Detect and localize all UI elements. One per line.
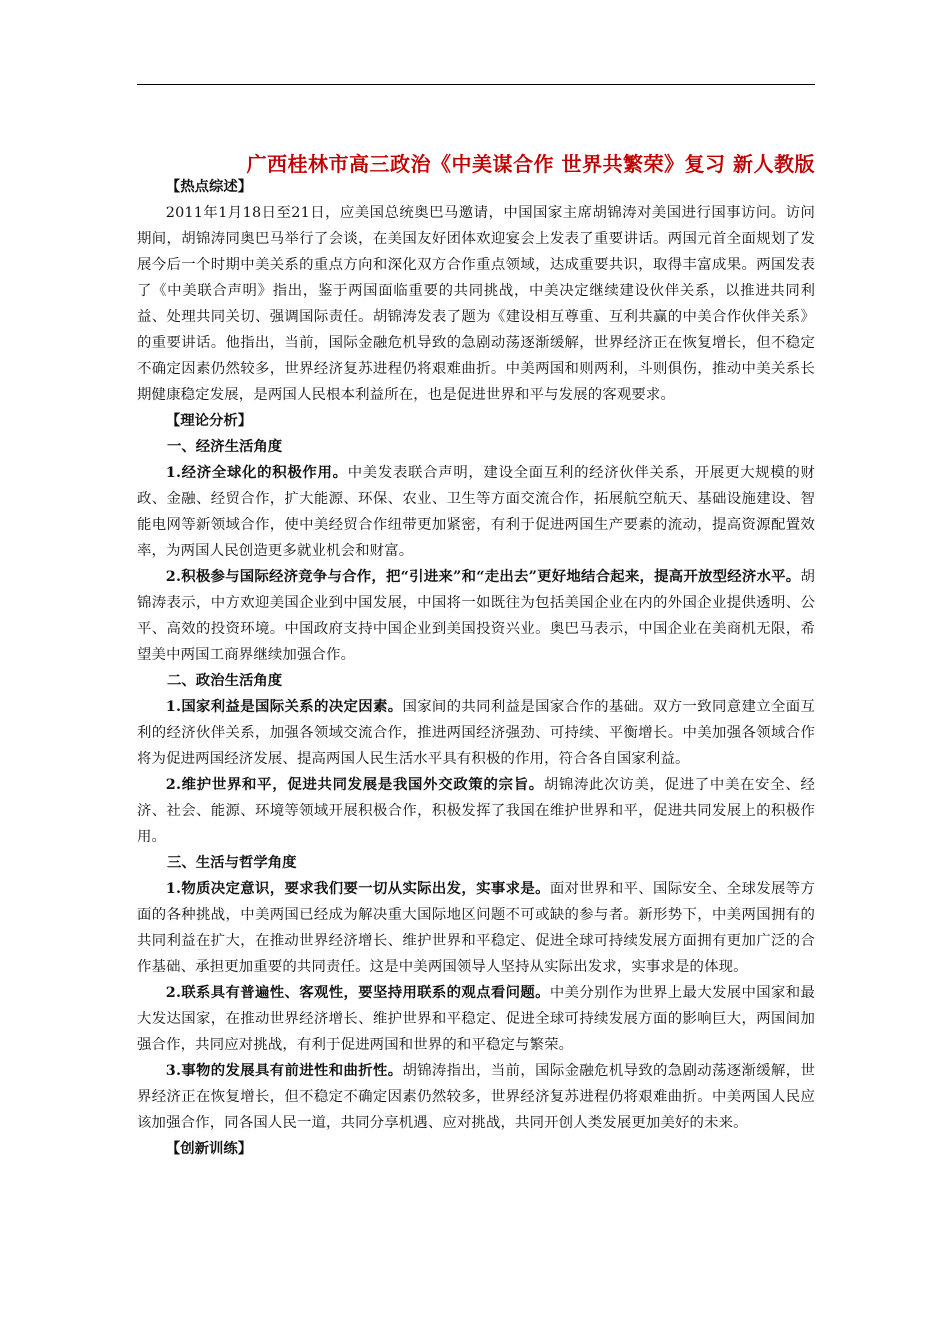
econ-point-1-text: 中美发表联合声明，建设全面互利的经济伙伴关系，开展更大规模的财政、金融、经贸合作，扩大能源、环保、农业、卫生等方面交流合作，拓展航空航天、基础设施建设、智能电网等新领域合作，使中美经贸合作纽带更加紧密，有利于促进两国生产要素的流动，提高资源配置效率，为两国人民创造更多就业机会和财富。 [137,465,815,559]
econ-point-2 [137,564,815,668]
econ-point-2-lead: 2.积极参与国际经济竞争与合作，把“引进来”和“走出去”更好地结合起来，提高开放型经济水平。 [165,568,801,585]
phil-point-2 [137,980,815,1058]
phil-point-3 [137,1058,815,1136]
training-heading: 【创新训练】 [165,1140,253,1157]
hot-summary-heading: 【热点综述】 [165,178,253,195]
document-title: 广西桂林市高三政治《中美谋合作 世界共繁荣》复习 新人教版 [246,152,815,176]
pol-point-1-text: 国家间的共同利益是国家合作的基础。双方一致同意建立全面互利的经济伙伴关系，加强各领域交流合作，推进两国经济强劲、可持续、平衡增长。中美加强各领域合作将为促进两国经济发展、提高两国人民生活水平具有积极的作用，符合各自国家利益。 [137,699,816,767]
pol-point-1 [137,694,815,772]
political-heading: 二、政治生活角度 [167,672,283,689]
pol-point-2 [137,772,815,850]
phil-point-2-lead: 2.联系具有普遍性、客观性，要坚持用联系的观点看问题。 [165,984,550,1001]
pol-point-1-lead: 1.国家利益是国际关系的决定因素。 [165,698,403,715]
phil-point-1-lead: 1.物质决定意识，要求我们要一切从实际出发，实事求是。 [165,880,550,897]
hot-summary-paragraph: 2011年1月18日至21日，应美国总统奥巴马邀请，中国国家主席胡锦涛对美国进行国事访问。访问期间，胡锦涛同奥巴马举行了会谈，在美国友好团体欢迎宴会上发表了重要讲话。两国元首全面规划了发展今后一个时期中美关系的重点方向和深化双方合作重点领域，达成重要共识，取得丰富成果。两国发表了《中美联合声明》指出，鉴于两国面临重要的共同挑战，中美决定继续建设伙伴关系，以推进共同利益、处理共同关切、强调国际责任。胡锦涛发表了题为《建设相互尊重、互利共赢的中美合作伙伴关系》的重要讲话。他指出，当前，国际金融危机导致的急剧动荡逐渐缓解，世界经济正在恢复增长，但不稳定不确定因素仍然较多，世界经济复苏进程仍将艰难曲折。中美两国和则两利，斗则俱伤，推动中美关系长期健康稳定发展，是两国人民根本利益所在，也是促进世界和平与发展的客观要求。 [137,205,815,403]
phil-point-1 [137,876,815,980]
philosophy-heading: 三、生活与哲学角度 [167,854,297,871]
phil-point-1-text: 面对世界和平、国际安全、全球发展等方面的各种挑战，中美两国已经成为解决重大国际地区问题不可或缺的参与者。新形势下，中美两国拥有的共同利益在扩大，在推动世界经济增长、维护世界和平稳定、促进全球可持续发展方面拥有更加广泛的合作基础、承担更加重要的共同责任。这是中美两国领导人坚持从实际出发求，实事求是的体现。 [137,881,816,975]
document-body [137,174,815,1162]
pol-point-2-text: 胡锦涛此次访美，促进了中美在安全、经济、社会、能源、环境等领域开展积极合作，积极发挥了我国在维护世界和平，促进共同发展上的积极作用。 [137,777,815,845]
pol-point-2-lead: 2.维护世界和平，促进共同发展是我国外交政策的宗旨。 [165,776,544,793]
phil-point-2-text: 中美分别作为世界上最大发展中国家和最大发达国家，在推动世界经济增长、维护世界和平稳定、促进全球可持续发展方面的影响巨大，两国间加强合作，共同应对挑战，有利于促进两国和世界的和平稳定与繁荣。 [137,985,816,1053]
header-rule [137,84,815,85]
econ-point-1 [137,460,815,564]
econ-point-2-text: 胡锦涛表示，中方欢迎美国企业到中国发展，中国将一如既往为包括美国企业在内的外国企业提供透明、公平、高效的投资环境。中国政府支持中国企业到美国投资兴业。奥巴马表示，中国企业在美商机无限，希望美中两国工商界继续加强合作。 [137,569,815,663]
phil-point-3-text: 胡锦涛指出，当前，国际金融危机导致的急剧动荡逐渐缓解，世界经济正在恢复增长，但不稳定不确定因素仍然较多，世界经济复苏进程仍将艰难曲折。中美两国人民应该加强合作，同各国人民一道，共同分享机遇、应对挑战，共同开创人类发展更加美好的未来。 [137,1063,816,1131]
phil-point-3-lead: 3.事物的发展具有前进性和曲折性。 [165,1062,403,1079]
theory-heading: 【理论分析】 [165,412,253,429]
economic-heading: 一、经济生活角度 [167,438,283,455]
econ-point-1-lead: 1.经济全球化的积极作用。 [165,464,348,481]
